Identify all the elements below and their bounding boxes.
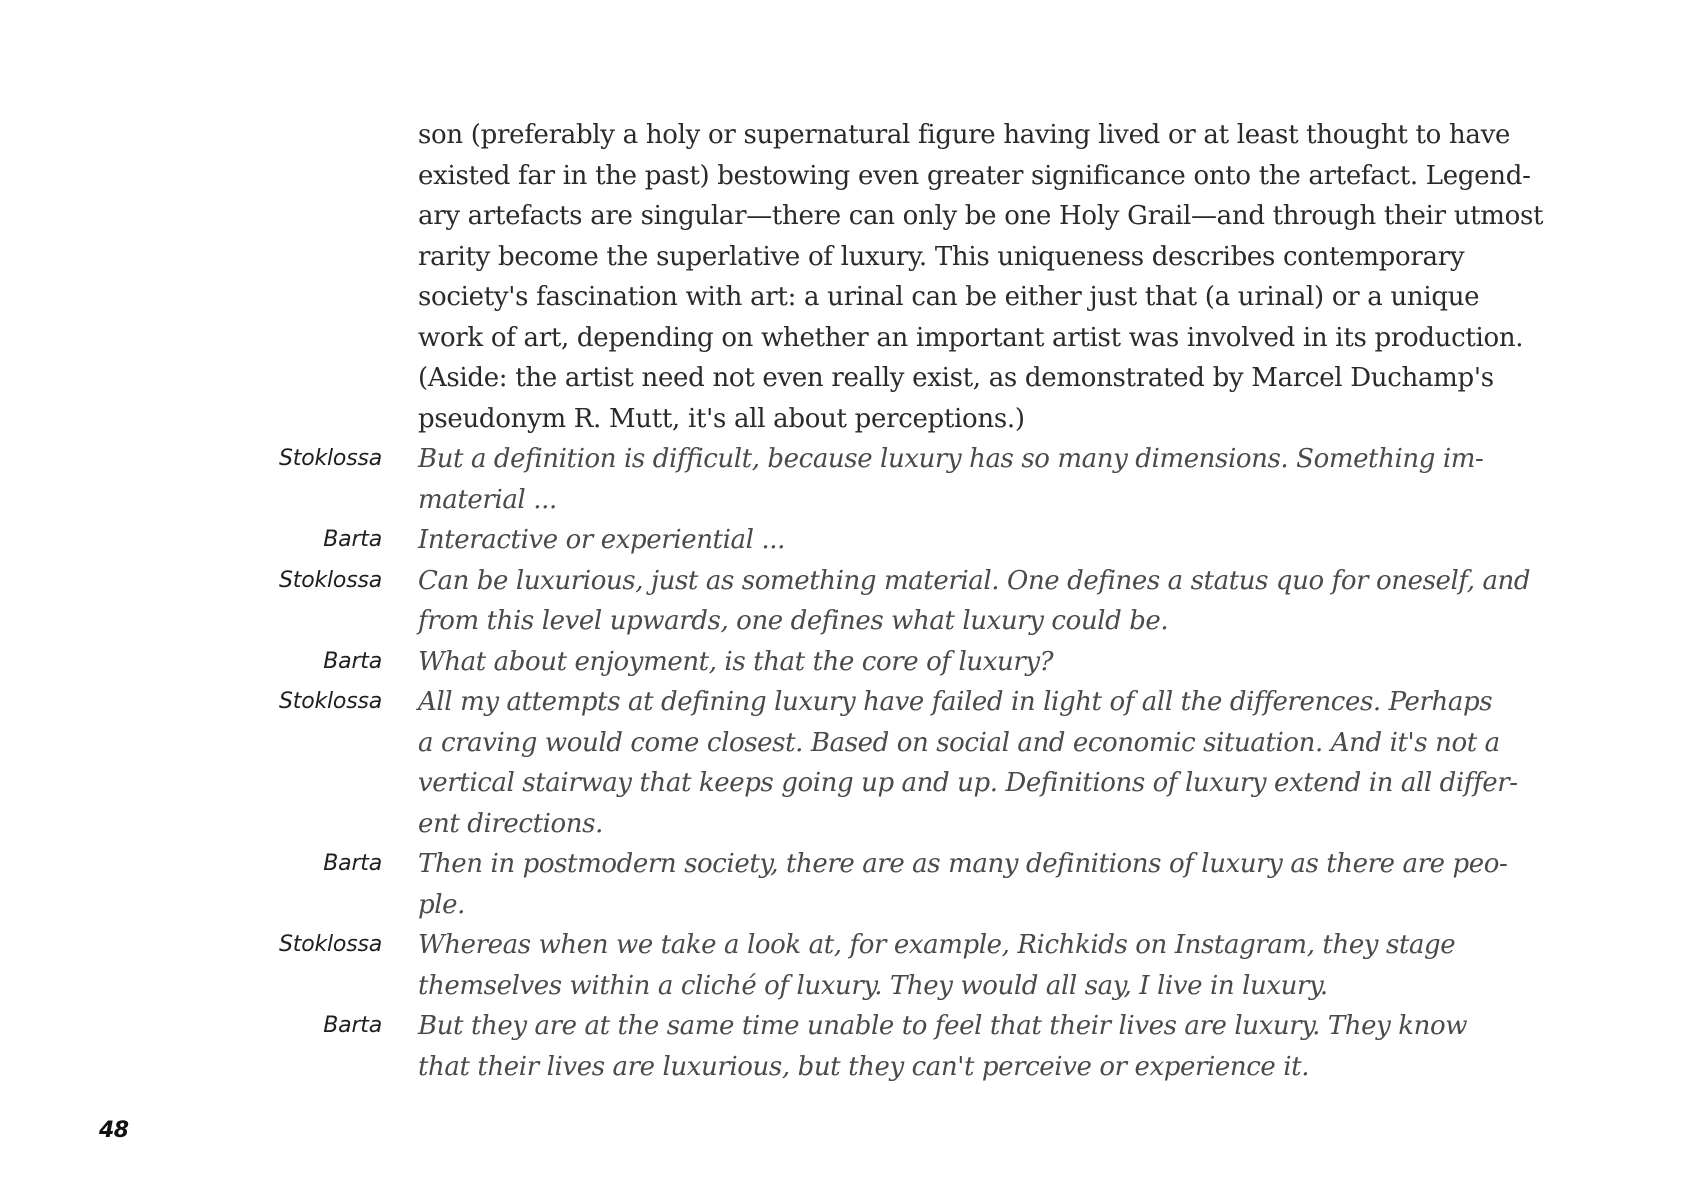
- text-line: vertical stairway that keeps going up and up. Definitions of luxury extend in all differ-: [418, 768, 1518, 798]
- speaker-name: Barta: [323, 648, 382, 674]
- dialogue-turn: [0, 682, 1702, 844]
- dialogue-turn: [0, 561, 1702, 642]
- intro-body: [418, 115, 1618, 439]
- dialogue-text: [418, 844, 1618, 925]
- text-line: ary artefacts are singular—there can only be one Holy Grail—and through their utmost: [418, 201, 1544, 231]
- dialogue-text: [418, 682, 1618, 844]
- dialogue-text: [418, 520, 1618, 561]
- text-line: that their lives are luxurious, but they can't perceive or experience it.: [418, 1051, 1310, 1082]
- text-line: from this level upwards, one defines what luxury could be.: [418, 606, 1169, 636]
- dialogue-turn: [0, 439, 1702, 520]
- dialogue-turn: [0, 1006, 1702, 1087]
- dialogue-text: [418, 439, 1618, 520]
- text-line: But they are at the same time unable to feel that their lives are luxury. They know: [418, 1011, 1468, 1041]
- text-line: rarity become the superlative of luxury. This uniqueness describes contemporary: [418, 241, 1465, 272]
- dialogue-turn: [0, 844, 1702, 925]
- speaker-name: Stoklossa: [279, 689, 382, 714]
- text-line: pseudonym R. Mutt, it's all about perceptions.): [418, 403, 1025, 434]
- text-line: material ...: [418, 484, 557, 515]
- dialogue-turn: [0, 925, 1702, 1006]
- interview-text: [0, 115, 1702, 1087]
- dialogue-text: [418, 561, 1618, 642]
- text-line: ent directions.: [418, 808, 603, 839]
- text-line: Can be luxurious, just as something material. One defines a status quo for oneself, and: [418, 565, 1531, 596]
- speaker-name: Stoklossa: [279, 932, 382, 957]
- text-line: ple.: [418, 889, 466, 920]
- text-line: All my attempts at defining luxury have failed in light of all the differences. Perhaps: [418, 687, 1493, 717]
- text-line: society's fascination with art: a urinal can be either just that (a urinal) or a unique: [418, 282, 1480, 312]
- text-line: existed far in the past) bestowing even greater significance onto the artefact. Legend-: [418, 160, 1531, 191]
- text-line: Whereas when we take a look at, for example, Richkids on Instagram, they stage: [418, 930, 1456, 960]
- text-line: But a definition is difficult, because luxury has so many dimensions. Something im-: [418, 444, 1484, 474]
- text-line: What about enjoyment, is that the core of luxury?: [418, 646, 1054, 677]
- dialogue-turn: [0, 520, 1702, 561]
- speaker-name: Barta: [323, 527, 382, 552]
- speaker-name: Barta: [323, 1013, 382, 1038]
- dialogue-text: [418, 1006, 1618, 1087]
- text-line: (Aside: the artist need not even really exist, as demonstrated by Marcel Duchamp's: [418, 363, 1494, 393]
- text-line: son (preferably a holy or supernatural figure having lived or at least thought to have: [418, 120, 1511, 150]
- text-line: themselves within a cliché of luxury. They would all say, I live in luxury.: [418, 970, 1328, 1001]
- dialogue-text: [418, 642, 1618, 683]
- speaker-name: Barta: [323, 851, 382, 876]
- page-number: 48: [99, 1118, 129, 1143]
- dialogue-turn: [0, 642, 1702, 683]
- intro-paragraph: [0, 115, 1702, 439]
- speaker-name: Stoklossa: [279, 567, 382, 593]
- text-line: work of art, depending on whether an important artist was involved in its production.: [418, 322, 1524, 353]
- text-line: Then in postmodern society, there are as many definitions of luxury as there are peo-: [418, 849, 1508, 879]
- text-line: Interactive or experiential ...: [418, 525, 785, 555]
- speaker-name: Stoklossa: [279, 446, 382, 471]
- dialogue-text: [418, 925, 1618, 1006]
- text-line: a craving would come closest. Based on social and economic situation. And it's not a: [418, 727, 1500, 758]
